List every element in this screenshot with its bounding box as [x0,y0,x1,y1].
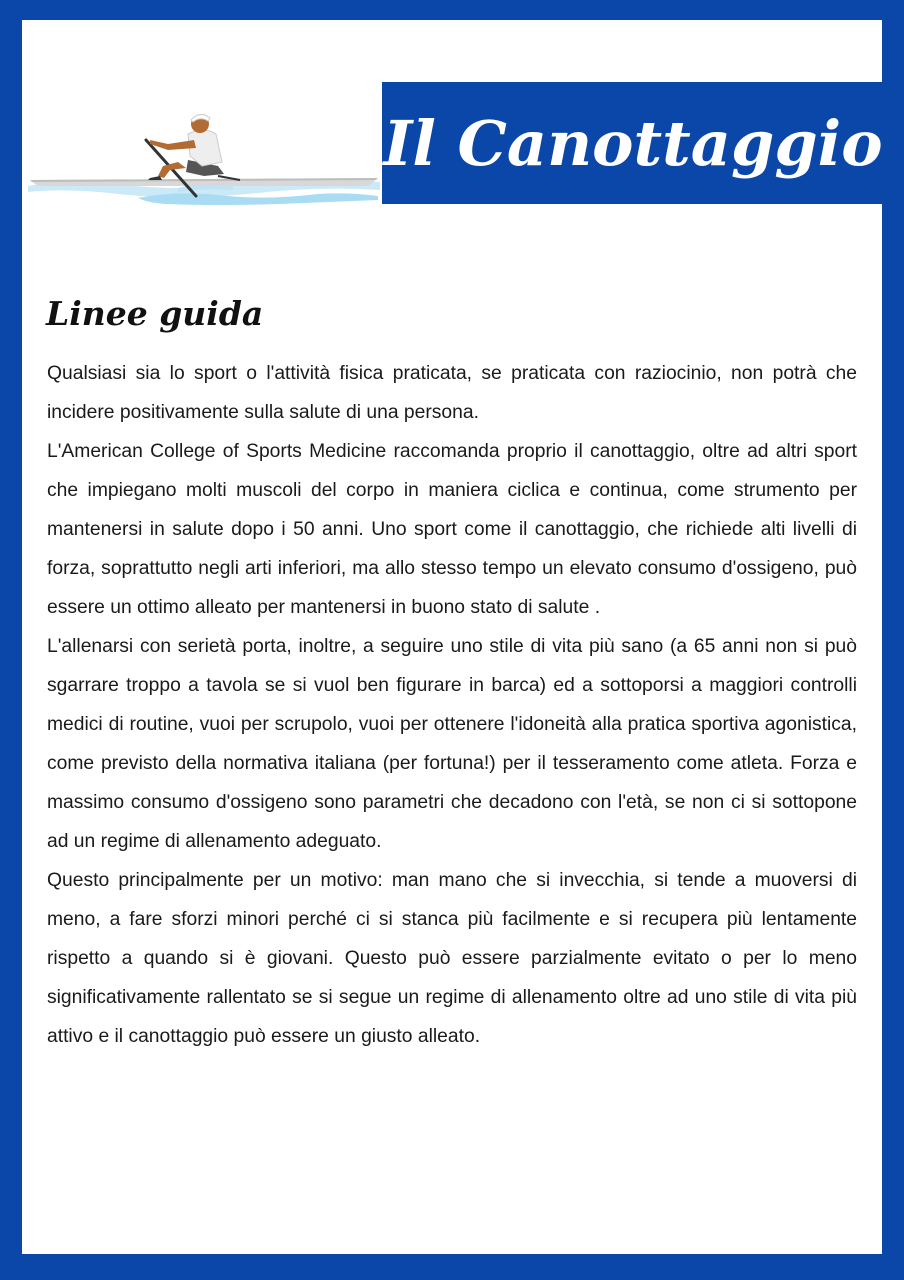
paragraph-4: Questo principalmente per un motivo: man mano che si invecchia, si tende a muoversi di meno, a fare sforzi minori perché ci si stanca più facilmente e si recupera più lentamente rispetto a quando si è giovani. Questo può essere parzialmente evitato o per lo meno significativamente rallentato se si segue un regime di allenamento oltre ad uno stile di vita più attivo e il canottaggio può essere un giusto alleato. [47,870,857,1047]
title-banner [382,82,884,204]
paragraph-1: Qualsiasi sia lo sport o l'attività fisica praticata, se praticata con raziocinio, non potrà che incidere positivamente sulla salute di una persona. [47,363,857,423]
rower-illustration [28,100,380,210]
page-title: Il Canottaggio [383,106,883,180]
section-heading: Linee guida [46,294,264,333]
paragraph-2: L'American College of Sports Medicine raccomanda proprio il canottaggio, oltre ad altri sport che impiegano molti muscoli del corpo in maniera ciclica e continua, come strumento per mantenersi in salute dopo i 50 anni. Uno sport come il canottaggio, che richiede alti livelli di forza, soprattutto negli arti inferiori, ma allo stesso tempo un elevato consumo d'ossigeno, può essere un ottimo alleato per mantenersi in buono stato di salute . [47,441,857,618]
body-text [47,354,857,1056]
paragraph-3: L'allenarsi con serietà porta, inoltre, a seguire uno stile di vita più sano (a 65 anni non si può sgarrare troppo a tavola se si vuol ben figurare in barca) ed a sottoporsi a maggiori controlli medici di routine, vuoi per scrupolo, vuoi per ottenere l'idoneità alla pratica sportiva agonistica, come previsto della normativa italiana (per fortuna!) per il tesseramento come atleta. Forza e massimo consumo d'ossigeno sono parametri che decadono con l'età, se non ci si sottopone ad un regime di allenamento adeguato. [47,636,857,852]
